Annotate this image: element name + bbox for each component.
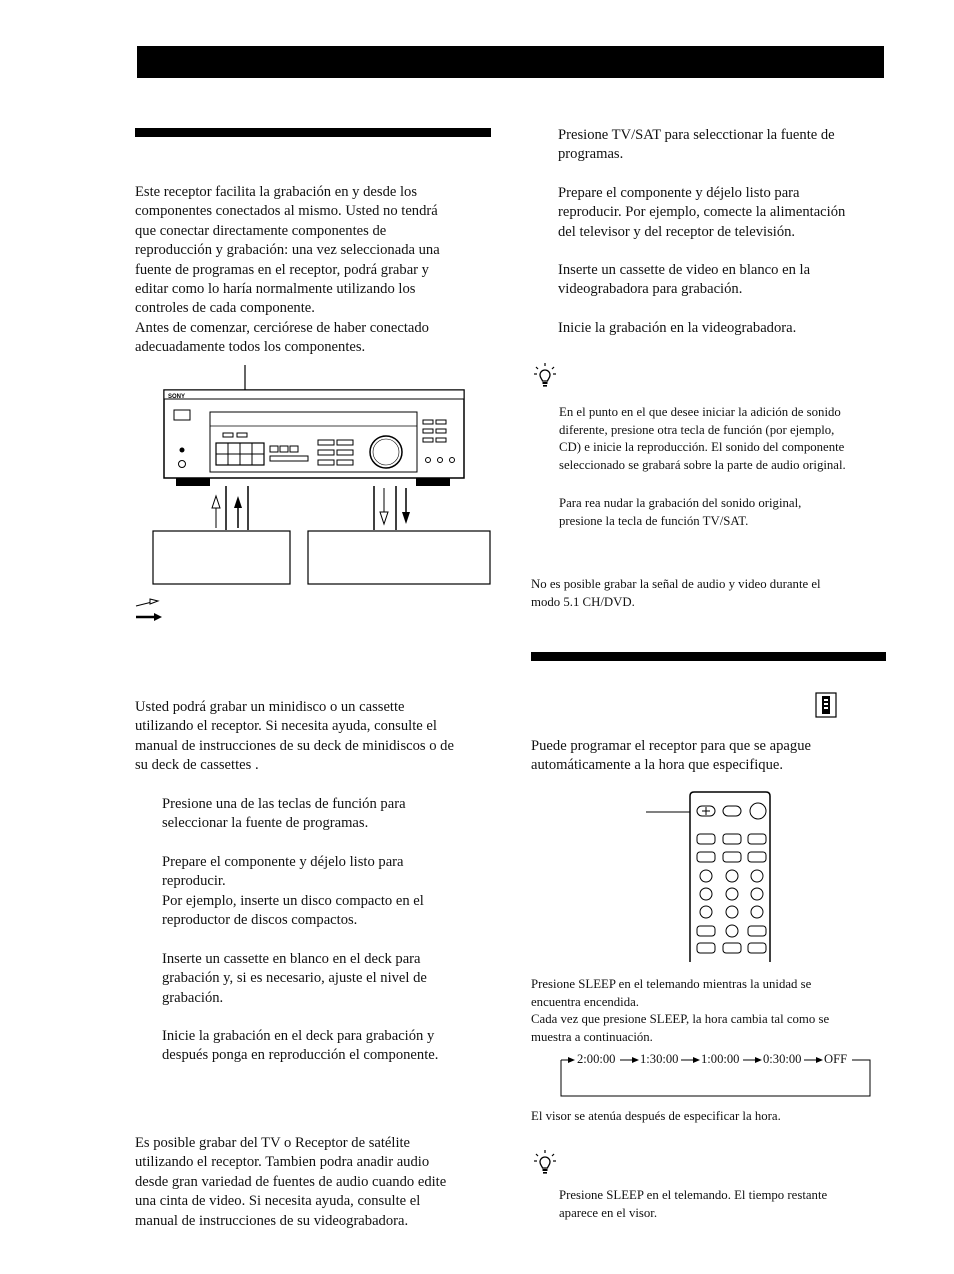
tip-remaining-time: Presione SLEEP en el telemando. El tiempo restante aparece en el visor.: [559, 1188, 828, 1220]
sleep-instructions: Presione SLEEP en el telemando mientras la unidad se encuentra encendida. Cada vez que presione SLEEP, la hora cambia tal como se muestra a continuación.: [531, 977, 830, 1044]
video-step-1: Presione TV/SAT para selecctionar la fuente de programas.: [558, 127, 835, 163]
tip-lightbulb-icon: [533, 362, 557, 388]
sleep-time-1h30: 1:30:00: [640, 1052, 679, 1066]
sleep-time-2h: 2:00:00: [577, 1052, 616, 1066]
sleep-time-30m: 0:30:00: [763, 1052, 802, 1066]
audio-step-1: Presione una de las teclas de función para seleccionar la fuente de programas.: [162, 796, 406, 832]
video-step-3: Inserte un cassette de video en blanco en la videograbadora para grabación.: [558, 262, 811, 298]
brand-logo: SONY: [168, 394, 186, 400]
video-step-4: Inicie la grabación en la videograbadora.: [558, 320, 797, 336]
remote-control-diagram: [644, 790, 784, 962]
receiver-connection-diagram: [130, 360, 500, 630]
recording-component-box: [308, 531, 490, 584]
sleep-time-off: OFF: [824, 1052, 848, 1066]
tip-lightbulb-icon: [533, 1149, 557, 1175]
sleep-timer-intro: Puede programar el receptor para que se apague automáticamente a la hora que especifique.: [531, 738, 811, 774]
section-rule-recording: [135, 128, 491, 137]
audio-step-4: Inicie la grabación en el deck para grabación y después ponga en reproducción el componente.: [162, 1028, 439, 1064]
video-step-2: Prepare el componente y déjelo listo para reproducir. Por ejemplo, comecte la alimentación del televisor y del receptor de televisión.: [558, 185, 846, 240]
remote-control-icon: [815, 692, 837, 718]
display-dim-note: El visor se atenúa después de especificar la hora.: [531, 1109, 781, 1123]
tip-resume-original-sound: Para rea nudar la grabación del sonido original, presione la tecla de función TV/SAT.: [559, 496, 802, 528]
section-rule-sleep: [531, 652, 886, 661]
note-5-1ch: No es posible grabar la señal de audio y video durante el modo 5.1 CH/DVD.: [531, 577, 821, 609]
sleep-time-1h: 1:00:00: [701, 1052, 740, 1066]
playback-component-box: [153, 531, 290, 584]
video-recording-intro: Es posible grabar del TV o Receptor de satélite utilizando el receptor. Tambien podra anadir audio desde gran variedad de fuentes de audio cuando edite una cinta de video. Si necesita ayuda, consulte el manual de instrucciones de su videograbadora.: [135, 1135, 447, 1229]
header-bar: [137, 46, 884, 78]
tip-add-sound: En el punto en el que desee iniciar la adición de sonido diferente, presione otra tecla de función (por ejemplo, CD) e inicie la reproducción. El sonido del componente seleccionado se grabará sobre la parte de audio original.: [559, 405, 846, 472]
recording-intro: Este receptor facilita la grabación en y desde los componentes conectados al mismo. Usted no tendrá que conectar directamente componentes de reproducción y grabación: una vez seleccionada una fuente de programas en el receptor, podrá grabar y editar como lo haría normalmente utilizando los controles de cada componente. Antes de comenzar, cerciórese de haber conectado adecuadamente todos los componentes.: [135, 184, 440, 356]
audio-step-2: Prepare el componente y déjelo listo para reproducir. Por ejemplo, inserte un disco compacto en el reproductor de discos compactos.: [162, 854, 424, 929]
audio-step-3: Inserte un cassette en blanco en el deck para grabación y, si es necesario, ajuste el nivel de grabación.: [162, 951, 427, 1006]
audio-recording-intro: Usted podrá grabar un minidisco o un cassette utilizando el receptor. Si necesita ayuda, consulte el manual de instrucciones de su deck de minidiscos o de su deck de cassettes .: [135, 699, 454, 774]
